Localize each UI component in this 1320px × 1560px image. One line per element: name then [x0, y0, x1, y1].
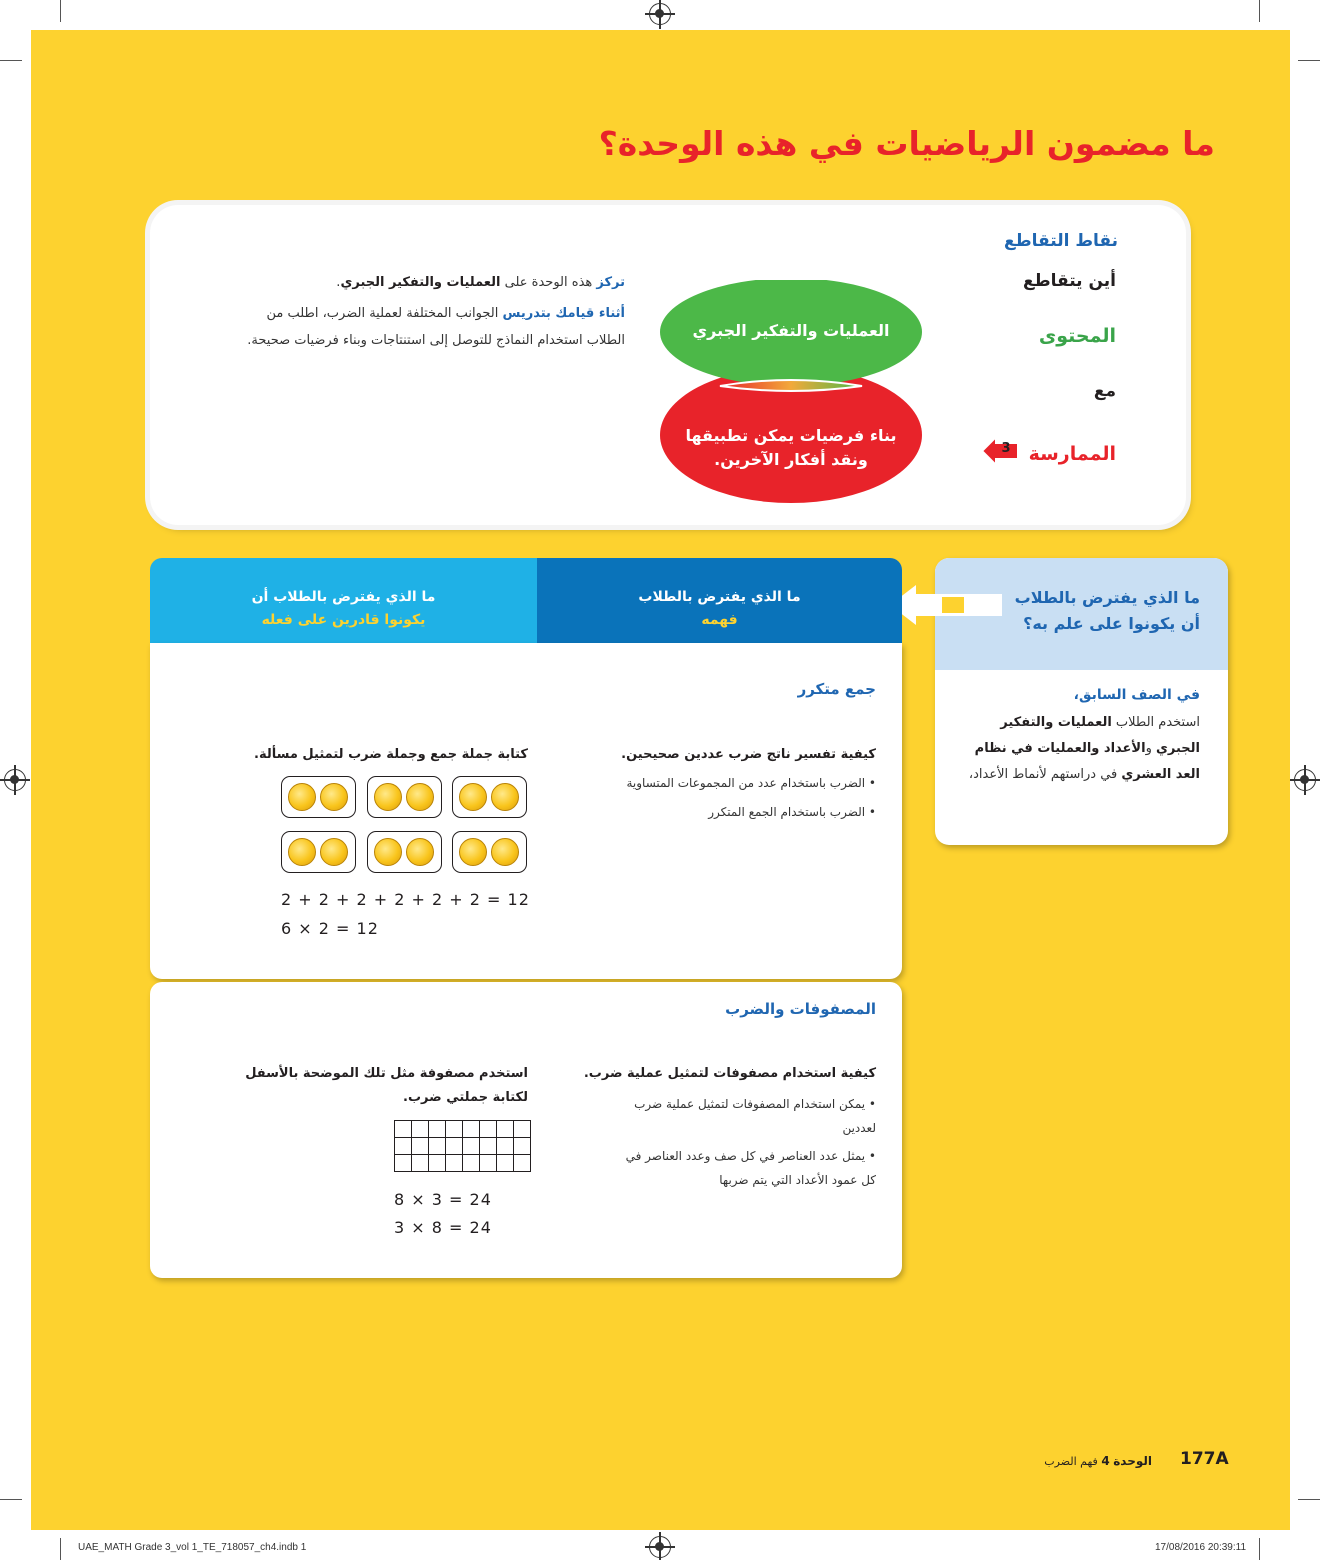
coin-icon [406, 783, 434, 811]
prior-knowledge-title [1015, 585, 1200, 637]
understand-header-line1: ما الذي يفترض بالطلاب [638, 589, 801, 605]
prior-text-2: و [1145, 741, 1156, 756]
coin-icon [406, 838, 434, 866]
understand-header [537, 558, 902, 643]
crop-mark [0, 1499, 22, 1500]
coin-icon [320, 783, 348, 811]
coin-icon [374, 838, 402, 866]
left-arrow-icon [890, 585, 1002, 625]
bullet-item: • الضرب باستخدام عدد من المجموعات المتساوية [626, 776, 876, 790]
focus-label: تركز [596, 275, 625, 290]
coin-icon [288, 838, 316, 866]
coin-icon [491, 838, 519, 866]
crop-mark [1298, 1499, 1320, 1500]
coin-group [367, 831, 442, 873]
bullet-item-cont: لعددين [842, 1121, 876, 1135]
coin-icon [459, 783, 487, 811]
arrays-card [150, 982, 902, 1278]
teach-body: الجوانب المختلفة لعملية الضرب، اطلب من الطلاب استخدام النماذج للتوصل إلى استنتاجات وبناء فرضيات صحيحة. [247, 306, 625, 348]
page-number: 177A [1180, 1449, 1229, 1469]
focus-paragraph [225, 269, 625, 296]
unit-footer [1044, 1454, 1152, 1468]
practice-label: الممارسة [1028, 443, 1116, 465]
content-label: المحتوى [1038, 325, 1116, 347]
previous-grade-label: في الصف السابق، [1073, 687, 1200, 703]
prior-text-3: في دراستهم لأنماط الأعداد، [968, 767, 1122, 782]
understand-header-line2: فهمه [701, 612, 738, 628]
addition-equation: 2 + 2 + 2 + 2 + 2 + 2 = 12 [281, 890, 530, 909]
prior-title-line1: ما الذي يفترض بالطلاب [1014, 588, 1200, 607]
focus-end: . [336, 275, 341, 290]
section-title: المصفوفات والضرب [725, 1000, 876, 1018]
file-slug: UAE_MATH Grade 3_vol 1_TE_718057_ch4.indb 1 [78, 1542, 307, 1553]
able-question: استخدم مصفوفة مثل تلك الموضحة بالأسفل [245, 1066, 528, 1081]
registration-mark-icon [1294, 769, 1316, 791]
intersection-description [225, 269, 625, 354]
teach-label: أثناء قيامك بتدريس [502, 306, 625, 321]
venn-practice-text: بناء فرضيات يمكن تطبيقها ونقد أفكار الآخرين. [685, 426, 897, 469]
understand-question: كيفية تفسير ناتج ضرب عددين صحيحين. [621, 747, 876, 762]
bullet-item: • يمكن استخدام المصفوفات لتمثيل عملية ضرب [634, 1097, 876, 1111]
bullet-item: • يمثل عدد العناصر في كل صف وعدد العناصر في [625, 1149, 876, 1163]
able-header-line2: يكونوا قادرين على فعله [261, 612, 426, 628]
array-grid [394, 1120, 531, 1172]
able-header-line1: ما الذي يفترض بالطلاب أن [251, 589, 436, 605]
unit-label: الوحدة [1113, 1454, 1152, 1468]
coin-group [281, 831, 356, 873]
prior-text-bold1: العمليات والتفكير الجبري [1000, 715, 1200, 756]
intersection-panel [150, 205, 1186, 525]
focus-mid: هذه الوحدة على [500, 275, 597, 290]
focus-bold: العمليات والتفكير الجبري [340, 275, 501, 290]
coin-icon [459, 838, 487, 866]
venn-content-text: العمليات والتفكير الجبري [692, 321, 890, 340]
bullet-item: • الضرب باستخدام الجمع المتكرر [708, 805, 876, 819]
teach-paragraph [225, 300, 625, 354]
print-timestamp: 17/08/2016 20:39:11 [1155, 1542, 1247, 1553]
coin-group [452, 831, 527, 873]
array-equation: 8 × 3 = 24 [394, 1190, 492, 1209]
bullet-item-cont: كل عمود الأعداد التي يتم ضربها [719, 1173, 876, 1187]
prior-text-bold2: الأعداد والعمليات في نظام العد العشري [974, 741, 1200, 782]
section-title: جمع متكرر [797, 680, 876, 698]
coin-group [367, 776, 442, 818]
objectives-header [150, 558, 902, 643]
understand-question: كيفية استخدام مصفوفات لتمثيل عملية ضرب. [583, 1066, 876, 1081]
crop-mark [60, 1538, 61, 1560]
page-title: ما مضمون الرياضيات في هذه الوحدة؟ [598, 124, 1215, 163]
multiplication-equation: 6 × 2 = 12 [281, 919, 379, 938]
registration-mark-icon [649, 1536, 671, 1558]
with-label: مع [1093, 381, 1116, 401]
prior-knowledge-text [960, 710, 1200, 788]
crop-mark [1259, 1538, 1260, 1560]
unit-name: فهم الضرب [1044, 1455, 1098, 1468]
able-to-do-header [150, 558, 537, 643]
coin-group [452, 776, 527, 818]
array-equation: 3 × 8 = 24 [394, 1218, 492, 1237]
practice-badge [980, 433, 1020, 469]
prior-text-1: استخدم الطلاب [1111, 715, 1200, 730]
registration-mark-icon [649, 3, 671, 25]
able-question: كتابة جملة جمع وجملة ضرب لتمثيل مسألة. [254, 747, 528, 762]
coin-icon [374, 783, 402, 811]
crop-mark [1298, 60, 1320, 61]
intersection-heading: نقاط التقاطع [1004, 231, 1118, 251]
coin-icon [288, 783, 316, 811]
crop-mark [1259, 0, 1260, 22]
prior-title-line2: أن يكونوا على علم به؟ [1023, 614, 1200, 633]
venn-diagram [658, 280, 924, 505]
where-label: أين يتقاطع [1023, 271, 1116, 291]
able-question-cont: لكتابة جملتي ضرب. [403, 1090, 528, 1105]
crop-mark [0, 60, 22, 61]
repeated-addition-card [150, 643, 902, 979]
registration-mark-icon [4, 769, 26, 791]
practice-number: 3 [1001, 441, 1011, 456]
coin-icon [320, 838, 348, 866]
crop-mark [60, 0, 61, 22]
unit-number: 4 [1101, 1454, 1110, 1468]
coin-group [281, 776, 356, 818]
coin-icon [491, 783, 519, 811]
